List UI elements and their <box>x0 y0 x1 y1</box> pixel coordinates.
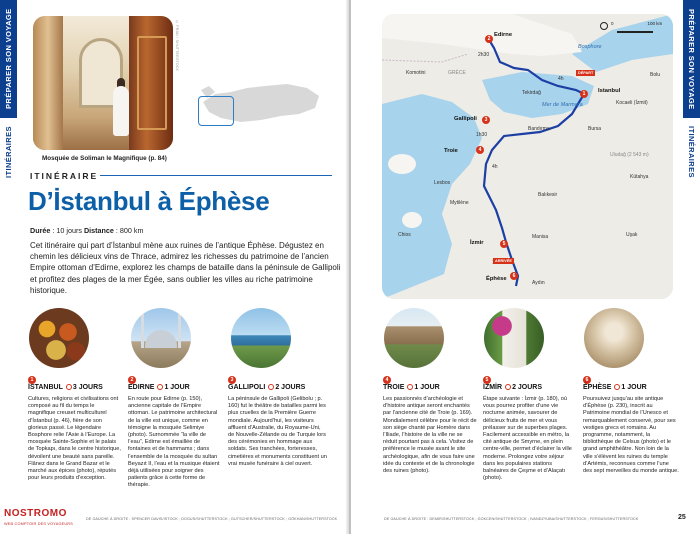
distance-value: 800 km <box>119 226 144 235</box>
photo-caption: Mosquée de Soliman le Magnifique (p. 84) <box>42 155 167 162</box>
compass-icon <box>600 22 608 30</box>
map-label-uludag: Uludağ (2 543 m) <box>610 152 649 158</box>
intro-paragraph: Cet itinéraire qui part d’İstanbul mène aux ruines de l’antique Éphèse. Dégustez en chemin les délicieux vins de Thrace, admirez les richesses du patrimoine de l’ancien Empire ottoman d’Edirne, explorez les champs de bataille dans la péninsule de Gallipoli et profitez des plages de la mer Égée, sans oublier les villes au riche patrimoine historique. <box>30 241 341 295</box>
stop-heading: İZMİR 2 JOURS <box>483 384 543 391</box>
spice-market-photo <box>29 308 89 368</box>
leg-time: 2h30 <box>478 52 490 58</box>
map-label-bosphore: Bosphore <box>578 44 602 50</box>
kicker-rule <box>100 175 332 176</box>
arrivee-badge: ARRIVÉE <box>495 259 512 263</box>
map-label-bandirma: Bandırma <box>528 126 550 132</box>
map-scale: 0 100 km <box>611 21 663 26</box>
distance-label: Distance <box>83 226 114 235</box>
map-marker-3: 3 <box>482 116 490 124</box>
duration-label: Durée <box>30 226 51 235</box>
stop-heading: ÉPHÈSE 1 JOUR <box>583 384 647 391</box>
gallipoli-coast-photo <box>231 308 291 368</box>
clock-icon <box>268 384 274 390</box>
left-sidebar <box>0 0 17 534</box>
map-label-aydin: Aydın <box>532 280 545 286</box>
stop-text: Étape suivante : İzmir (p. 180), où vous pourrez profiter d’une vie nocturne animée, savourer de délicieux fruits de mer et vous prélasser sur de superbes plages. Facilement accessible en métro, la cité antique de Smyrne, en plein centre-ville, permet d’éclairer la ville moderne. Prolongez votre séjour dans les populaires stations balnéaires de Çeşme et d’Alaçatı (photo). <box>483 396 572 482</box>
stop-number: 2 <box>128 376 136 384</box>
map-label-gallipoli: Gallipoli <box>454 116 477 122</box>
map-marker-2: 2 <box>485 35 493 43</box>
alacati-street-photo <box>484 308 544 368</box>
map-label-usak: Uşak <box>626 232 638 238</box>
map-label-mytilene: Mytilène <box>450 200 469 206</box>
selimiye-mosque-photo <box>131 308 191 368</box>
stop-number: 1 <box>28 376 36 384</box>
nostromo-logo: NOSTROMO WEB COMPTOIR DES VOYAGEURS <box>4 508 73 526</box>
leg-time: 4h <box>492 164 498 170</box>
map-label-tekirdag: Tekirdağ <box>522 90 541 96</box>
clock-icon <box>614 384 620 390</box>
map-label-izmir: İzmir <box>470 240 484 246</box>
page-number: 25 <box>678 514 686 521</box>
stop-heading: İSTANBUL 3 JOURS <box>28 384 103 391</box>
map-label-marmara: Mer de Marmara <box>542 102 583 108</box>
itinerary-map <box>382 14 673 299</box>
right-sidebar <box>683 0 700 534</box>
stop-text: Cultures, religions et civilisations ont composé au fil du temps le magnifique creuset multiculturel d’İstanbul (p. 46), fière de son glorieux passé. Le légendaire Bosphore relie l’Asie à l’Europe. La mosquée Sainte-Sophie et le palais de Topkapı, dans le centre historique, dévoilent une beauté sans pareille. Flânez dans le Grand Bazar et le marché aux épices (photo), réputés pour leurs produits d’exception. <box>28 396 121 482</box>
map-scale-bar <box>617 31 653 33</box>
sidebar-label-top: PRÉPARER SON VOYAGE <box>687 8 696 110</box>
troy-ruins-photo <box>384 308 444 368</box>
stop-number: 3 <box>228 376 236 384</box>
map-marker-4: 4 <box>476 146 484 154</box>
photo-credits-left: DE GAUCHE À DROITE : SPENCER DAVIS/ISTOCK ; DOGUS/SHUTTERSTOCK ; GUTSCHER/SHUTTERSTOCK ; GÖKHAN/SHUTTERSTOCK <box>86 517 338 521</box>
stop-text: Les passionnés d’archéologie et d’histoire antique seront enchantés par l’ancienne cité de Troie (p. 169). Mondialement célèbre pour le récit de son siège chanté par Homère dans l’Iliade, l’histoire de la ville ne se réduit pourtant pas à cela. Visitez de préférence le musée avant le site archéologique, afin de vous faire une idée du contexte et de la chronologie des ruines (photo). <box>383 396 477 475</box>
map-label-bolu: Bolu <box>650 72 661 78</box>
left-page <box>0 0 349 534</box>
depart-badge: DÉPART <box>578 71 594 75</box>
leg-time: 4h <box>558 76 564 82</box>
sidebar-label-bottom: ITINÉRAIRES <box>687 126 696 178</box>
map-marker-5: 5 <box>500 240 508 248</box>
clock-icon <box>157 384 163 390</box>
map-label-balikesir: Balıkesir <box>538 192 558 198</box>
stop-text: Poursuivez jusqu’au site antique d’Éphèse (p. 230), inscrit au Patrimoine mondial de l’Unesco et remarquablement conservé, pour ses vestiges grecs et romains. Au programme, notamment, la bibliothèque de Celsus (photo) et le grand amphithéâtre. Non loin de la ville s’élèvent les ruines du temple d’Artémis, reconnues comme l’une des sept merveilles du monde antique. <box>583 396 679 475</box>
leg-time: 1h30 <box>476 132 488 138</box>
stop-number: 6 <box>583 376 591 384</box>
map-label-kocaeli: Kocaeli (İzmit) <box>616 100 648 106</box>
map-label-bursa: Bursa <box>588 126 602 132</box>
map-label-istanbul: Istanbul <box>598 88 621 94</box>
stop-number: 4 <box>383 376 391 384</box>
stop-heading: GALLIPOLI 2 JOURS <box>228 384 306 391</box>
celsus-statue-photo <box>584 308 644 368</box>
mosque-photo <box>33 16 173 150</box>
stop-text: En route pour Edirne (p. 150), ancienne capitale de l’Empire ottoman. Le patrimoine architectural de la ville est unique, comme en témoigne la mosquée Selimiye (photo). Surnommée “la ville de l’eau”, Edirne est émaillée de fontaines et de hammams ; dans l’ensemble de la mosquée du sultan Beyazıt II, l’eau et la musique étaient déjà utilisées pour soigner des patients grâce à cette forme de thérapie. <box>128 396 220 489</box>
sidebar-label-bottom: ITINÉRAIRES <box>4 126 13 178</box>
photo-credits-right: DE GAUCHE À DROITE : DEMIR/SHUTTERSTOCK ; GOKCEN/SHUTTERSTOCK ; IVANDZYUBA/SHUTTERSTOCK ; FERGUS/SHUTTERSTOCK <box>384 517 639 521</box>
locator-highlight-box <box>198 96 234 126</box>
stop-text: La péninsule de Gallipoli (Gelibolu ; p. 160) fut le théâtre de batailles parmi les plus cruelles de la Première Guerre mondiale. Aujourd’hui, les visiteurs affluent d’Australie, du Royaume-Uni, de Nouvelle-Zélande ou de Turquie lors des cérémonies en hommage aux soldats. Ses tranchées, forteresses, cimetières et monuments constituent un vrai musée funéraire à ciel ouvert. <box>228 396 327 467</box>
duration-value: 10 jours <box>56 226 82 235</box>
map-label-lesbos: Lesbos <box>434 180 451 186</box>
map-label-komotini: Komotini <box>406 70 426 76</box>
map-marker-1: 1 <box>580 90 588 98</box>
map-marker-6: 6 <box>510 272 518 280</box>
map-label-edirne: Edirne <box>494 32 513 38</box>
clock-icon <box>407 384 413 390</box>
map-label-grece: GRÈCE <box>448 70 466 76</box>
sidebar-label-top: PRÉPARER SON VOYAGE <box>4 8 13 110</box>
trip-meta: Durée : 10 jours Distance : 800 km <box>30 226 144 235</box>
map-label-chios: Chios <box>398 232 411 238</box>
map-label-manisa: Manisa <box>532 234 549 240</box>
photo-credit: © FRAN / SHUTTERSTOCK <box>175 20 179 72</box>
page-title: D’İstanbul à Éphèse <box>28 186 270 216</box>
stop-heading: EDIRNE 1 JOUR <box>128 384 190 391</box>
map-label-ephese: Éphèse <box>486 276 507 282</box>
clock-icon <box>505 384 511 390</box>
stop-heading: TROIE 1 JOUR <box>383 384 440 391</box>
map-label-kutahya: Kütahya <box>630 174 649 180</box>
kicker: ITINÉRAIRE <box>30 171 99 181</box>
stop-number: 5 <box>483 376 491 384</box>
map-label-troie: Troie <box>444 148 458 154</box>
clock-icon <box>66 384 72 390</box>
